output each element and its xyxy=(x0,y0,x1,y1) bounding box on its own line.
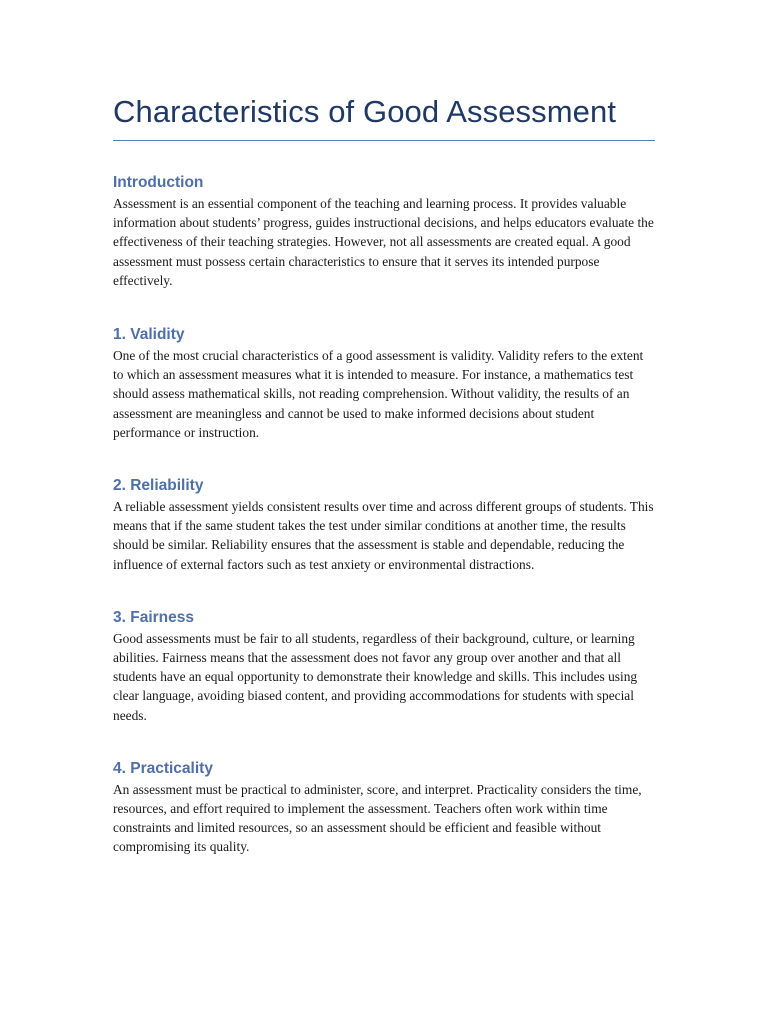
section-body: One of the most crucial characteristics of a good assessment is validity. Validity refers to the extent to which an assessment measures what it is intended to measure. For instance, a mathematics test should assess mathematical skills, not reading comprehension. Without validity, the results of an assessment are meaningless and cannot be used to make informed decisions about student performance or instruction. xyxy=(113,348,644,440)
section-fairness xyxy=(113,607,655,725)
section-validity xyxy=(113,324,655,442)
section-heading: 3. Fairness xyxy=(113,608,194,626)
section-introduction xyxy=(113,172,655,290)
section-heading: 2. Reliability xyxy=(113,477,204,495)
document-title: Characteristics of Good Assessment xyxy=(113,92,655,141)
section-reliability xyxy=(113,475,655,574)
section-heading: 4. Practicality xyxy=(113,759,213,777)
section-heading: Introduction xyxy=(113,174,204,191)
document-page xyxy=(113,92,655,857)
section-heading: 1. Validity xyxy=(113,326,185,344)
section-practicality xyxy=(113,758,655,857)
section-body: A reliable assessment yields consistent results over time and across different groups of students. This means that if the same student takes the test under similar conditions at another time, the results should be similar. Reliability ensures that the assessment is stable and dependable, reducing the influence of external factors such as test anxiety or environmental distractions. xyxy=(113,499,654,572)
section-body: An assessment must be practical to administer, score, and interpret. Practicality considers the time, resources, and effort required to implement the assessment. Teachers often work within time constraints and limited resources, so an assessment should be efficient and feasible without compromising its quality. xyxy=(113,781,642,855)
section-body: Assessment is an essential component of the teaching and learning process. It provides valuable information about students’ progress, guides instructional decisions, and helps educators evaluate the effectiveness of their teaching strategies. However, not all assessments are created equal. A good assessment must possess certain characteristics to ensure that it serves its intended purpose effectively. xyxy=(113,196,654,288)
section-body: Good assessments must be fair to all students, regardless of their background, culture, or learning abilities. Fairness means that the assessment does not favor any group over another and that all students have an equal opportunity to demonstrate their knowledge and skills. This includes using clear language, avoiding biased content, and providing accommodations for students with special needs. xyxy=(113,630,638,723)
